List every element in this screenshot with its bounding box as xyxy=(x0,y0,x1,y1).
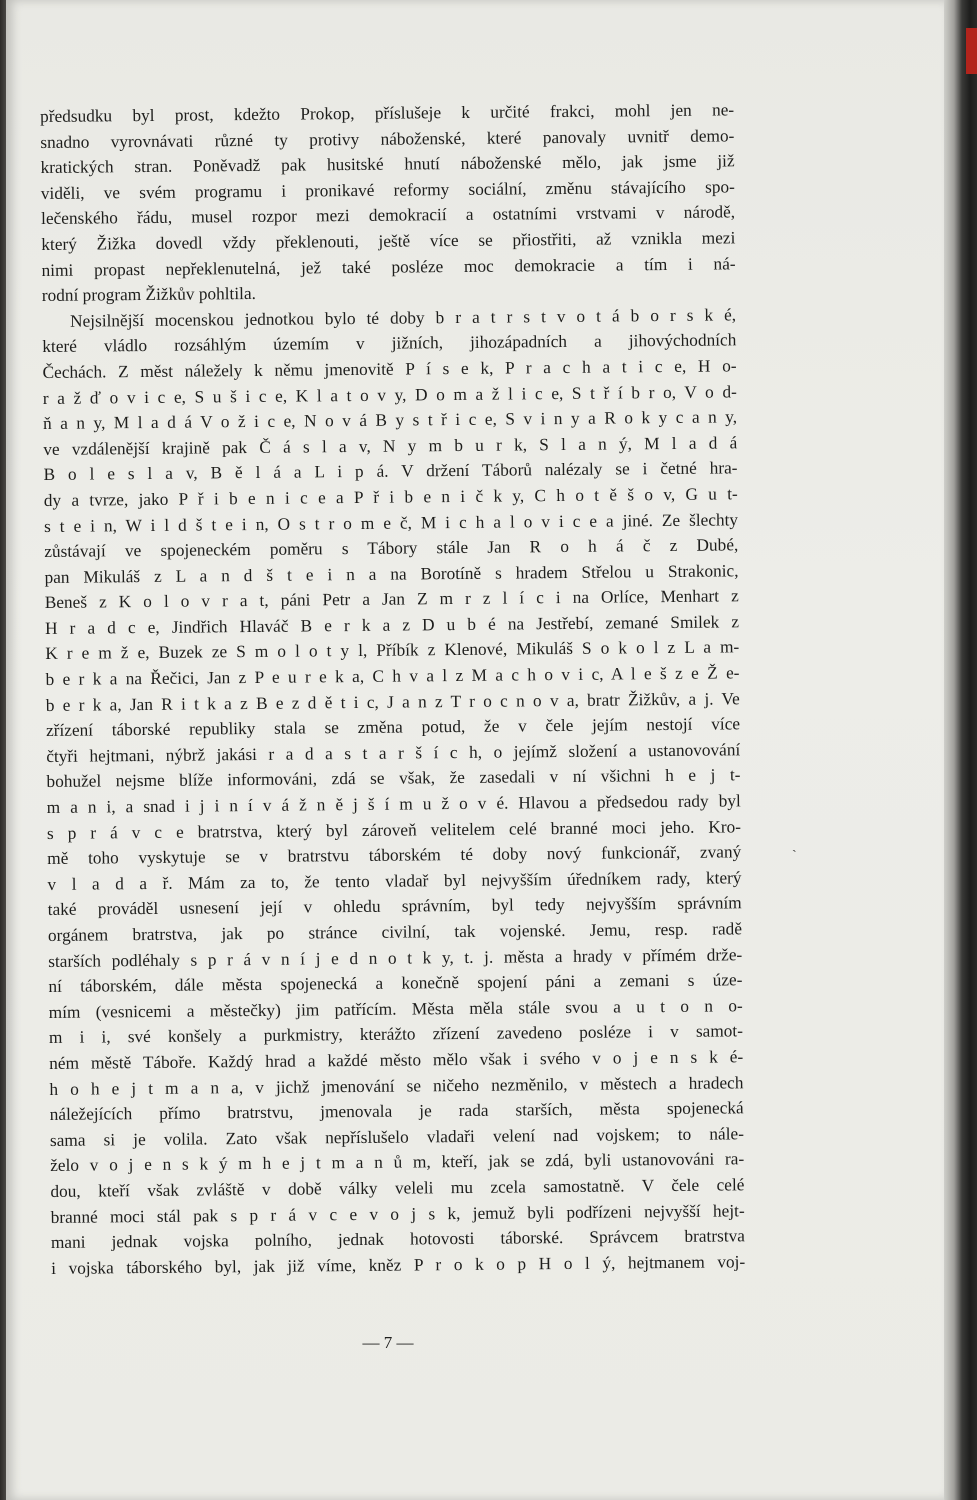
text-line: i vojska táborského byl, jak již víme, kněz P r o k o p H o l ý, hejtmanem voj- xyxy=(51,1252,746,1278)
text-line: mě toho vyskytuje se v bratrstvu táborském té doby nový funkcionář, zvaný xyxy=(47,842,742,869)
text-line: zřízení táborské republiky stala se změna potud, že v čele jejím nestojí více xyxy=(45,714,741,741)
text-line: ném městě Táboře. Každý hrad a každé město mělo však i svého v o j e n s k é- xyxy=(49,1047,744,1073)
text-line: s t e i n, W i l d š t e i n, O s t r o m e č, M i c h a l o v i c e a jiné. Ze šlechty xyxy=(43,509,739,536)
text-line: K r e m ž e, Buzek ze S m o l o t y l, Příbík z Klenové, Mikuláš S o k o l z L a m- xyxy=(45,637,740,664)
text-line: které vládlo rozsáhlým územím v jižních, jihozápadních a jihovýchodních xyxy=(42,330,737,357)
book-page xyxy=(6,0,944,1500)
text-line: ň a n y, M l a d á V o ž i c e, N o v á B y s t ř i c e, S v i n y a R o k y c a n y, xyxy=(42,407,738,434)
text-line: pan Mikuláš z L a n d š t e i n a na Borotíně s hradem Střelou u Strakonic, xyxy=(44,561,739,587)
scan-speck: ˎ xyxy=(792,838,797,853)
text-line: ní táborském, dále města spojenecká a konečně spojení páni a zemani s úze- xyxy=(48,970,743,997)
text-line: b e r k a na Řečici, Jan z P e u r e k a, C h v a l z M a c h o v i c, A l e š z e Ž e- xyxy=(45,663,740,690)
text-line: v l a d a ř. Mám za to, že tento vladař byl nejvyšším úředníkem rady, který xyxy=(47,868,742,894)
text-line: čtyři hejtmani, nýbrž jakási r a d a s t a r š í c h, o jejímž složení a ustanovování xyxy=(46,740,741,766)
text-line: předsudku byl prost, kdežto Prokop, příslušeje k určité frakci, mohl jen ne- xyxy=(40,100,735,126)
text-line: bohužel nejsme blíže informováni, zdá se však, že zasedali v ní všichni h e j t- xyxy=(46,765,741,792)
text-line: želo v o j e n s k ý m h e j t m a n ů m, kteří, jak se zdá, byli ustanovováni ra- xyxy=(50,1149,745,1176)
text-line: Čechách. Z měst náležely k němu jmenovitě P í s e k, P r a c h a t i c e, H o- xyxy=(42,356,737,382)
text-line: dy a tvrze, jako P ř i b e n i c e a P ř i b e n i č k y, C h o t ě š o v, G u t- xyxy=(43,484,738,510)
text-line: branné moci stál pak s p r á v c e v o j s k, jemuž byli podřízeni nejvyšší hejt- xyxy=(50,1200,745,1227)
text-line: který Žižka dovedl vždy překlenouti, ještě více se přiostřiti, až vznikla mezi xyxy=(41,228,736,254)
text-line: mím (vesnicemi a městečky) jim patřícím. Města měla stále svou a u t o n o- xyxy=(48,996,743,1022)
text-line: náležejících přímo bratrstvu, jmenovala je rada starších, města spojenecká xyxy=(49,1098,744,1125)
text-line: B o l e s l a v, B ě l á a L i p á. V držení Táborů nalézaly se i četné hra- xyxy=(43,458,738,485)
text-line: s p r á v c e bratrstva, který byl zároveň velitelem celé branné moci jeho. Kro- xyxy=(46,816,742,843)
text-line: b e r k a, Jan R i t k a z B e z d ě t i c, J a n z T r o c n o v a, bratr Žižkův, a j. Ve xyxy=(45,688,740,715)
text-line: h o h e j t m a n a, v jichž jmenování se ničeho nezměnilo, v městech a hradech xyxy=(49,1072,744,1099)
text-line: ve vzdálenější krajině pak Č á s l a v, N y m b u r k, S l a n ý, M l a d á xyxy=(43,433,738,459)
text-line: sama si je volila. Zato však nepříslušelo vladaři velení nad vojskem; to nále- xyxy=(49,1124,745,1150)
text-line: m i i, své konšely a purkmistry, kterážto zřízení zavedeno posléze i v samot- xyxy=(48,1021,744,1048)
body-text xyxy=(40,97,745,1281)
text-line: viděli, ve svém programu i pronikavé reformy sociální, změnu stávajícího spo- xyxy=(40,177,735,203)
text-line: orgánem bratrstva, jak po stránce civilní, tak vojenské. Jemu, resp. radě xyxy=(47,919,743,945)
text-line: dou, kteří však zvláště v době války veleli mu zcela samostatně. V čele celé xyxy=(50,1175,745,1201)
text-line: kratických stran. Poněvadž pak husitské hnutí náboženské mělo, jak jsme již xyxy=(40,151,735,178)
text-line: Nejsilnější mocenskou jednotkou bylo té doby b r a t r s t v o t á b o r s k é, xyxy=(69,305,737,331)
text-line: zůstávají ve spojeneckém poměru s Tábory stále Jan R o h á č z Dubé, xyxy=(44,535,739,562)
text-line: lečenského řádu, musel rozpor mezi demokracií a ostatními vrstvami v národě, xyxy=(41,202,736,229)
bookmark-tab xyxy=(966,28,977,74)
text-line: H r a d c e, Jindřich Hlaváč B e r k a z D u b é na Jestřebí, zemané Smilek z xyxy=(44,612,740,638)
text-line: snadno vyrovnávati různé ty protivy náboženské, které panovaly uvnitř demo- xyxy=(40,125,735,152)
text-line: starších podléhaly s p r á v n í j e d n o t k y, t. j. města a hrady v přímém drže- xyxy=(48,944,743,971)
text-line: Beneš z K o l o v r a t, páni Petr a Jan Z m r z l í c i na Orlíce, Menhart z xyxy=(44,586,739,613)
text-line: r a ž ď o v i c e, S u š i c e, K l a t o v y, D o m a ž l i c e, S t ř í b r o, V o d- xyxy=(42,381,737,408)
page-edge xyxy=(944,0,977,1500)
text-line: také prováděl usnesení její v ohledu správním, byl tedy nejvyšším správním xyxy=(47,893,742,920)
text-line: nimi propast nepřeklenutelná, jež také posléze moc demokracie a tím i ná- xyxy=(41,253,736,280)
text-line: m a n i, a snad i j i n í v á ž n ě j š í m u ž o v é. Hlavou a předsedou rady byl xyxy=(46,791,741,817)
text-line: rodní program Žižkův pohltila. xyxy=(41,284,256,306)
page-number: — 7 — xyxy=(362,1333,414,1352)
text-line: mani jednak vojska polního, jednak hotovosti táborské. Správcem bratrstva xyxy=(50,1226,745,1253)
